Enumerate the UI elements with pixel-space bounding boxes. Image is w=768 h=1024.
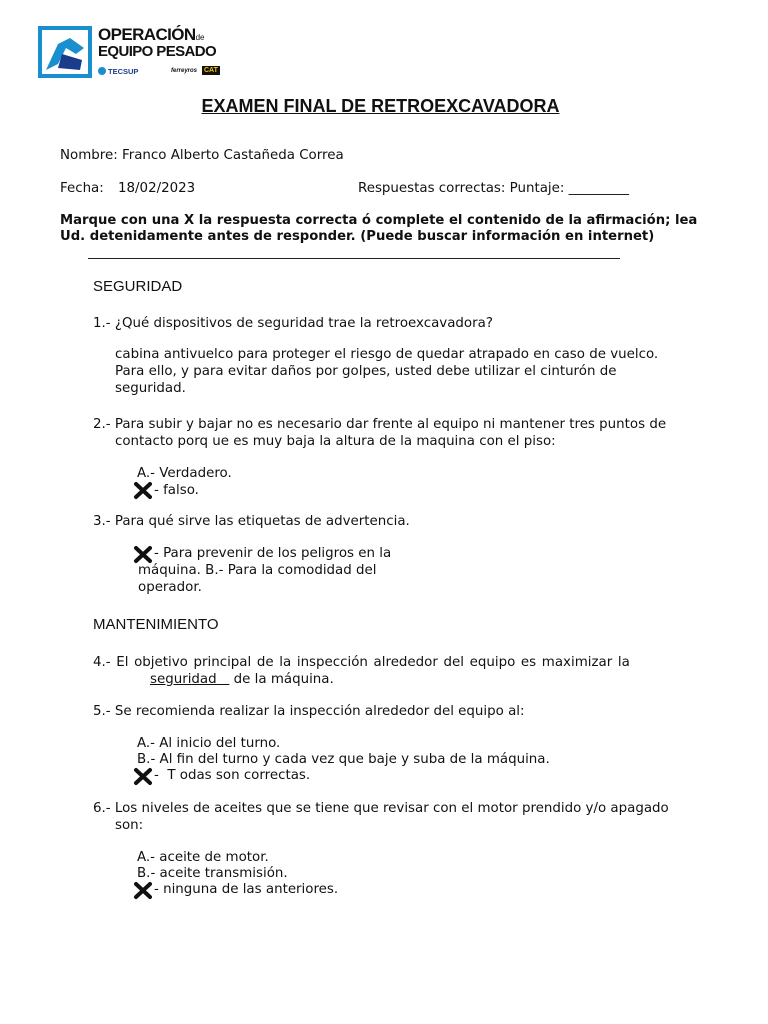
x-mark-icon (133, 545, 153, 564)
question-2-line-1: 2.- Para subir y bajar no es necesario dar frente al equipo ni mantener tres puntos de (93, 417, 667, 432)
student-name: Nombre: Franco Alberto Castañeda Correa (60, 148, 344, 163)
logo-ferreyros: ferreyros (171, 68, 198, 74)
answer-1-line-1: cabina antivuelco para proteger el riesgo de quedar atrapado en caso de vuelco. (115, 347, 659, 362)
answer-1-line-3: seguridad. (115, 381, 186, 396)
question-1: 1.- ¿Qué dispositivos de seguridad trae la retroexcavadora? (93, 316, 493, 331)
instructions-line-1: Marque con una X la respuesta correcta ó complete el contenido de la afirmación; lea (60, 213, 698, 228)
excavator-logo-icon (36, 24, 94, 80)
section-title-mantenimiento: MANTENIMIENTO (93, 616, 219, 633)
page-title: EXAMEN FINAL DE RETROEXCAVADORA (201, 96, 560, 116)
score-line: Respuestas correctas: Puntaje: _________ (358, 181, 629, 196)
x-mark-icon (133, 881, 153, 900)
divider (88, 258, 620, 259)
question-6-line-2: son: (115, 818, 144, 833)
question-5: 5.- Se recomienda realizar la inspección alrededor del equipo al: (93, 704, 525, 719)
question-4-blank-answer: seguridad (150, 672, 230, 687)
question-6-option-a: A.- aceite de motor. (137, 850, 269, 865)
question-4-line-2: seguridad de la máquina. (150, 672, 334, 687)
question-6-option-b: B.- aceite transmisión. (137, 866, 288, 881)
date-label: Fecha: (60, 181, 104, 196)
logo-title-operacion: OPERACIÓNde (98, 25, 205, 44)
question-3: 3.- Para qué sirve las etiquetas de advertencia. (93, 514, 410, 529)
question-4-line-1: 4.- El objetivo principal de la inspección alrededor del equipo es maximizar la (93, 655, 630, 670)
header-logo (36, 24, 218, 82)
logo-tecsup: TECSUP (98, 67, 138, 76)
question-3-option-line-2: máquina. B.- Para la comodidad del (138, 563, 377, 578)
question-5-option-c: - T odas son correctas. (154, 768, 311, 783)
date-value: 18/02/2023 (118, 181, 196, 196)
question-3-option-line-1: - Para prevenir de los peligros en la (154, 546, 392, 561)
x-mark-icon (133, 481, 153, 500)
x-mark-icon (133, 767, 153, 786)
question-2-option-a: A.- Verdadero. (137, 466, 232, 481)
question-6-line-1: 6.- Los niveles de aceites que se tiene que revisar con el motor prendido y/o apagado (93, 801, 669, 816)
question-6-option-c: - ninguna de las anteriores. (154, 882, 339, 897)
question-5-option-a: A.- Al inicio del turno. (137, 736, 281, 751)
logo-title-equipo-pesado: EQUIPO PESADO (98, 43, 217, 60)
question-2-option-b: - falso. (154, 483, 199, 498)
question-2-line-2: contacto porq ue es muy baja la altura de la maquina con el piso: (115, 434, 556, 449)
logo-cat: CAT (204, 67, 218, 74)
question-3-option-line-3: operador. (138, 580, 202, 595)
question-5-option-b: B.- Al fin del turno y cada vez que baje y suba de la máquina. (137, 752, 550, 767)
answer-1-line-2: Para ello, y para evitar daños por golpes, usted debe utilizar el cinturón de (115, 364, 617, 379)
section-title-seguridad: SEGURIDAD (93, 278, 183, 295)
instructions-line-2: Ud. detenidamente antes de responder. (Puede buscar información en internet) (60, 229, 655, 244)
